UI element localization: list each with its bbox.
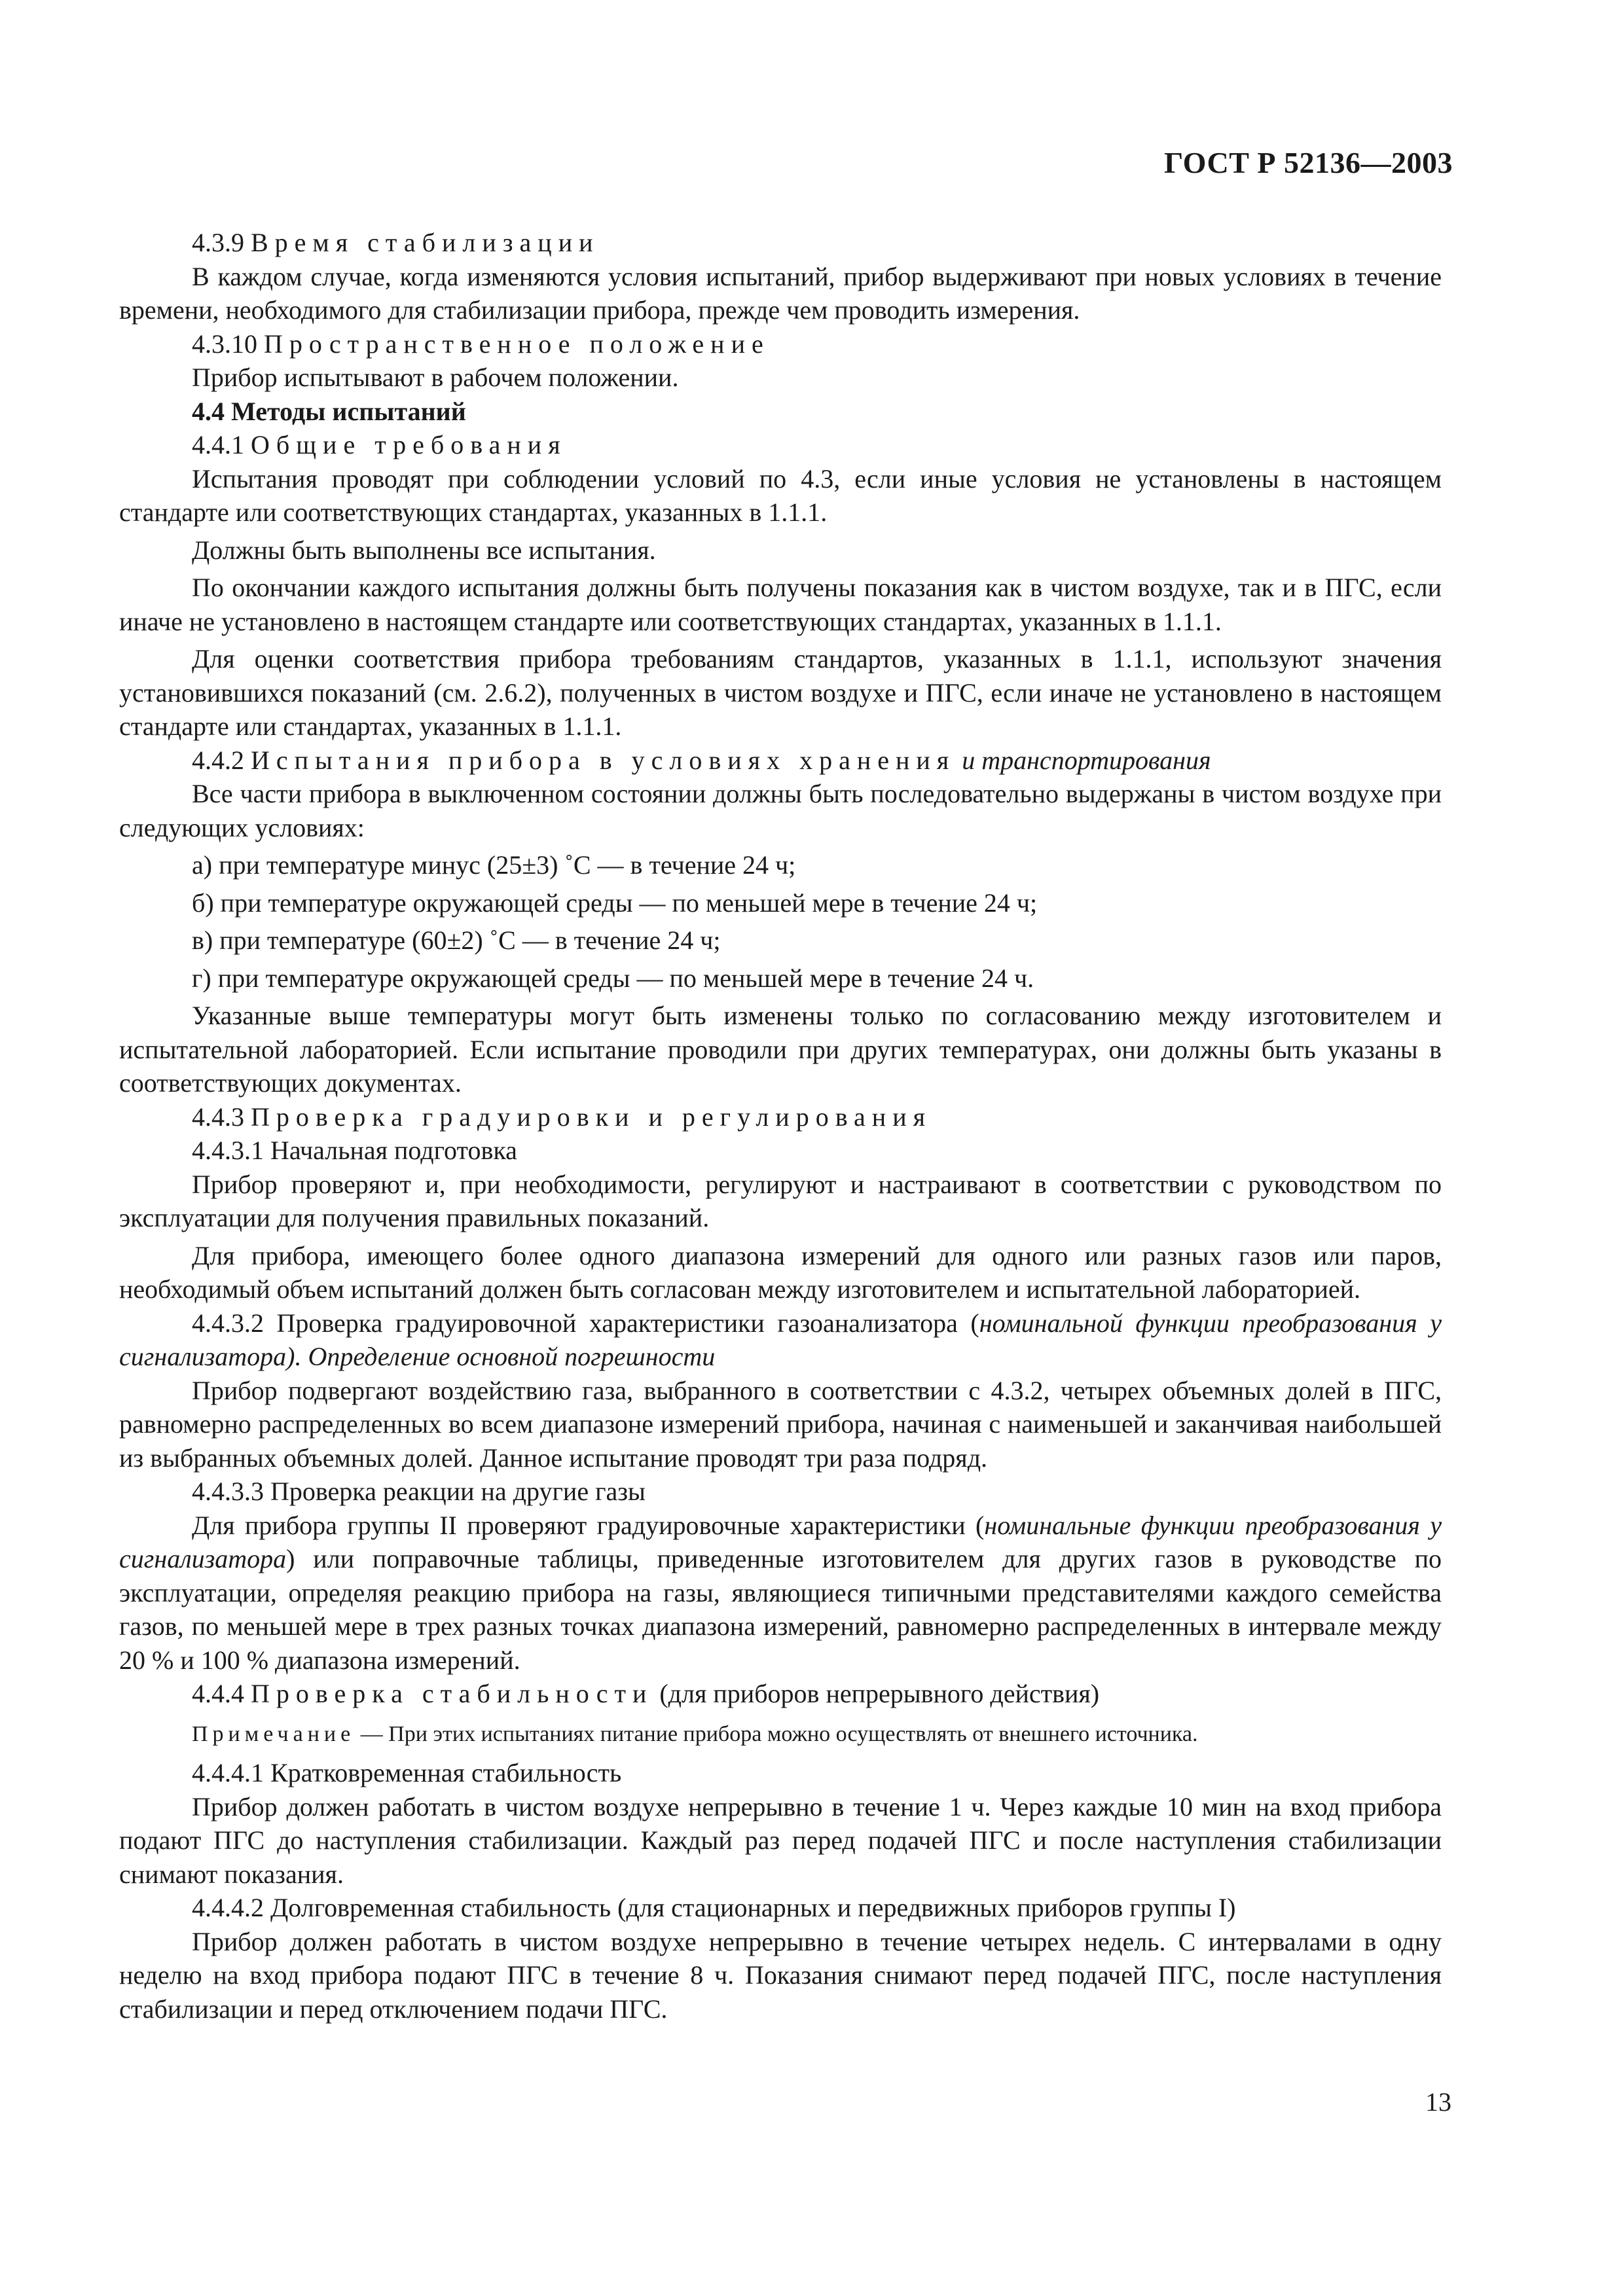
section-title: Общие требования bbox=[251, 430, 567, 459]
section-heading-4-4-4 bbox=[119, 1677, 1442, 1711]
paragraph-italic: номинальные функции преобразования у сигнализатора bbox=[119, 1510, 1442, 1573]
section-number: 4.4.1 bbox=[192, 430, 244, 459]
section-number: 4.3.10 bbox=[192, 329, 257, 359]
paragraph: Прибор подвергают воздействию газа, выбранного в соответствии с 4.3.2, четырех объемных долей в ПГС, равномерно распределенных во всем диапазоне измерений прибора, начиная с наименьшей и заканчивая наибольшей из выбранных объемных долей. Данное испытание проводят три раза подряд. bbox=[119, 1375, 1442, 1473]
section-heading-4-4-3 bbox=[119, 1100, 1442, 1134]
section-title: Пространственное положение bbox=[264, 329, 770, 359]
paragraph: Прибор испытывают в рабочем положении. bbox=[192, 363, 679, 392]
section-title: Проверка градуировки и регулирования bbox=[251, 1102, 932, 1132]
section-title-italic: и транспортирования bbox=[962, 745, 1211, 775]
section-heading-4-4: 4.4 Методы испытаний bbox=[192, 396, 466, 426]
section-heading-4-4-3-2 bbox=[119, 1306, 1442, 1374]
paragraph: Испытания проводят при соблюдении условий по 4.3, если иные условия не установлены в настоящем стандарте или соответствующих стандартах, указанных в 1.1.1. bbox=[119, 463, 1442, 527]
section-heading-4-3-10 bbox=[119, 327, 1442, 361]
note bbox=[119, 1717, 1442, 1751]
section-heading-4-4-3-3: 4.4.3.3 Проверка реакции на другие газы bbox=[192, 1477, 646, 1506]
paragraph: Для прибора, имеющего более одного диапазона измерений для одного или разных газов или паров, необходимый объем испытаний должен быть согласован между изготовителем и испытательной лабораторией. bbox=[119, 1240, 1442, 1304]
document-code-header: ГОСТ Р 52136—2003 bbox=[1164, 146, 1453, 179]
paragraph: Для оценки соответствия прибора требованиям стандартов, указанных в 1.1.1, используют значения установившихся показаний (см. 2.6.2), полученных в чистом воздухе и ПГС, если иначе не установлено в настоящем стандарте или стандартах, указанных в 1.1.1. bbox=[119, 644, 1442, 741]
paragraph-text: ) или поправочные таблицы, приведенные изготовителем для других газов в руководстве по эксплуатации, определяя реакцию прибора на газы, являющиеся типичными представителями каждого семейства газов, по меньшей мере в трех разных точках диапазона измерений, равномерно распределенных в интервале между 20 % и 100 % диапазона измерений. bbox=[119, 1544, 1442, 1675]
section-heading-4-4-2 bbox=[119, 744, 1442, 778]
section-heading-4-4-4-2: 4.4.4.2 Долговременная стабильность (для стационарных и передвижных приборов группы I) bbox=[192, 1893, 1236, 1922]
list-item: г) при температуре окружающей среды — по меньшей мере в течение 24 ч. bbox=[192, 963, 1034, 993]
section-title: Проверка стабильности bbox=[251, 1679, 653, 1708]
section-number: 4.4.2 bbox=[192, 745, 244, 775]
section-heading-4-3-9 bbox=[119, 226, 1442, 260]
paragraph: В каждом случае, когда изменяются условия испытаний, прибор выдерживают при новых условиях в течение времени, необходимого для стабилизации прибора, прежде чем проводить измерения. bbox=[119, 261, 1442, 325]
document-body bbox=[119, 226, 1442, 2026]
note-text: — При этих испытаниях питание прибора можно осуществлять от внешнего источника. bbox=[360, 1721, 1198, 1746]
page-number: 13 bbox=[1425, 2087, 1451, 2117]
section-title-suffix: (для приборов непрерывного действия) bbox=[659, 1679, 1100, 1708]
section-title: Время стабилизации bbox=[251, 228, 600, 257]
list-item: в) при температуре (60±2) ˚С — в течение 24 ч; bbox=[192, 925, 721, 955]
paragraph: Указанные выше температуры могут быть изменены только по согласованию между изготовителем и испытательной лабораторией. Если испытание проводили при других температурах, они должны быть указаны в соответствующих документах. bbox=[119, 1001, 1442, 1098]
section-heading-4-4-3-1: 4.4.3.1 Начальная подготовка bbox=[192, 1136, 517, 1165]
paragraph-text: Для прибора группы II проверяют градуировочные характеристики ( bbox=[192, 1510, 985, 1540]
paragraph: Должны быть выполнены все испытания. bbox=[192, 535, 656, 565]
section-heading-text: 4.4.3.2 Проверка градуировочной характеристики газоанализатора ( bbox=[192, 1308, 979, 1338]
list-item: б) при температуре окружающей среды — по меньшей мере в течение 24 ч; bbox=[192, 888, 1038, 918]
list-item: а) при температуре минус (25±3) ˚С — в течение 24 ч; bbox=[192, 850, 796, 880]
paragraph: Прибор должен работать в чистом воздухе непрерывно в течение четырех недель. С интервалами в одну неделю на вход прибора подают ПГС в течение 8 ч. Показания снимают перед подачей ПГС, после наступления стабилизации и перед отключением подачи ПГС. bbox=[119, 1926, 1442, 2024]
section-heading-4-4-4-1: 4.4.4.1 Кратковременная стабильность bbox=[192, 1758, 622, 1787]
section-number: 4.4.3 bbox=[192, 1102, 244, 1132]
paragraph: Прибор проверяют и, при необходимости, регулируют и настраивают в соответствии с руководством по эксплуатации для получения правильных показаний. bbox=[119, 1169, 1442, 1232]
section-number: 4.3.9 bbox=[192, 228, 244, 257]
paragraph: Прибор должен работать в чистом воздухе непрерывно в течение 1 ч. Через каждые 10 мин на вход прибора подают ПГС до наступления стабилизации. Каждый раз перед подачей ПГС и после наступления стабилизации снимают показания. bbox=[119, 1791, 1442, 1889]
paragraph bbox=[119, 1509, 1442, 1677]
paragraph: Все части прибора в выключенном состоянии должны быть последовательно выдержаны в чистом воздухе при следующих условиях: bbox=[119, 779, 1442, 842]
section-heading-4-4-1 bbox=[119, 428, 1442, 462]
section-heading-italic: номинальной функции преобразования у сигнализатора). Определение основной погрешности bbox=[119, 1308, 1442, 1371]
section-title: Испытания прибора в условиях хранения bbox=[251, 745, 956, 775]
note-label: Примечание bbox=[192, 1721, 356, 1746]
section-number: 4.4.4 bbox=[192, 1679, 244, 1708]
paragraph: По окончании каждого испытания должны быть получены показания как в чистом воздухе, так и в ПГС, если иначе не установлено в настоящем стандарте или соответствующих стандартах, указанных в 1.1.1. bbox=[119, 573, 1442, 636]
